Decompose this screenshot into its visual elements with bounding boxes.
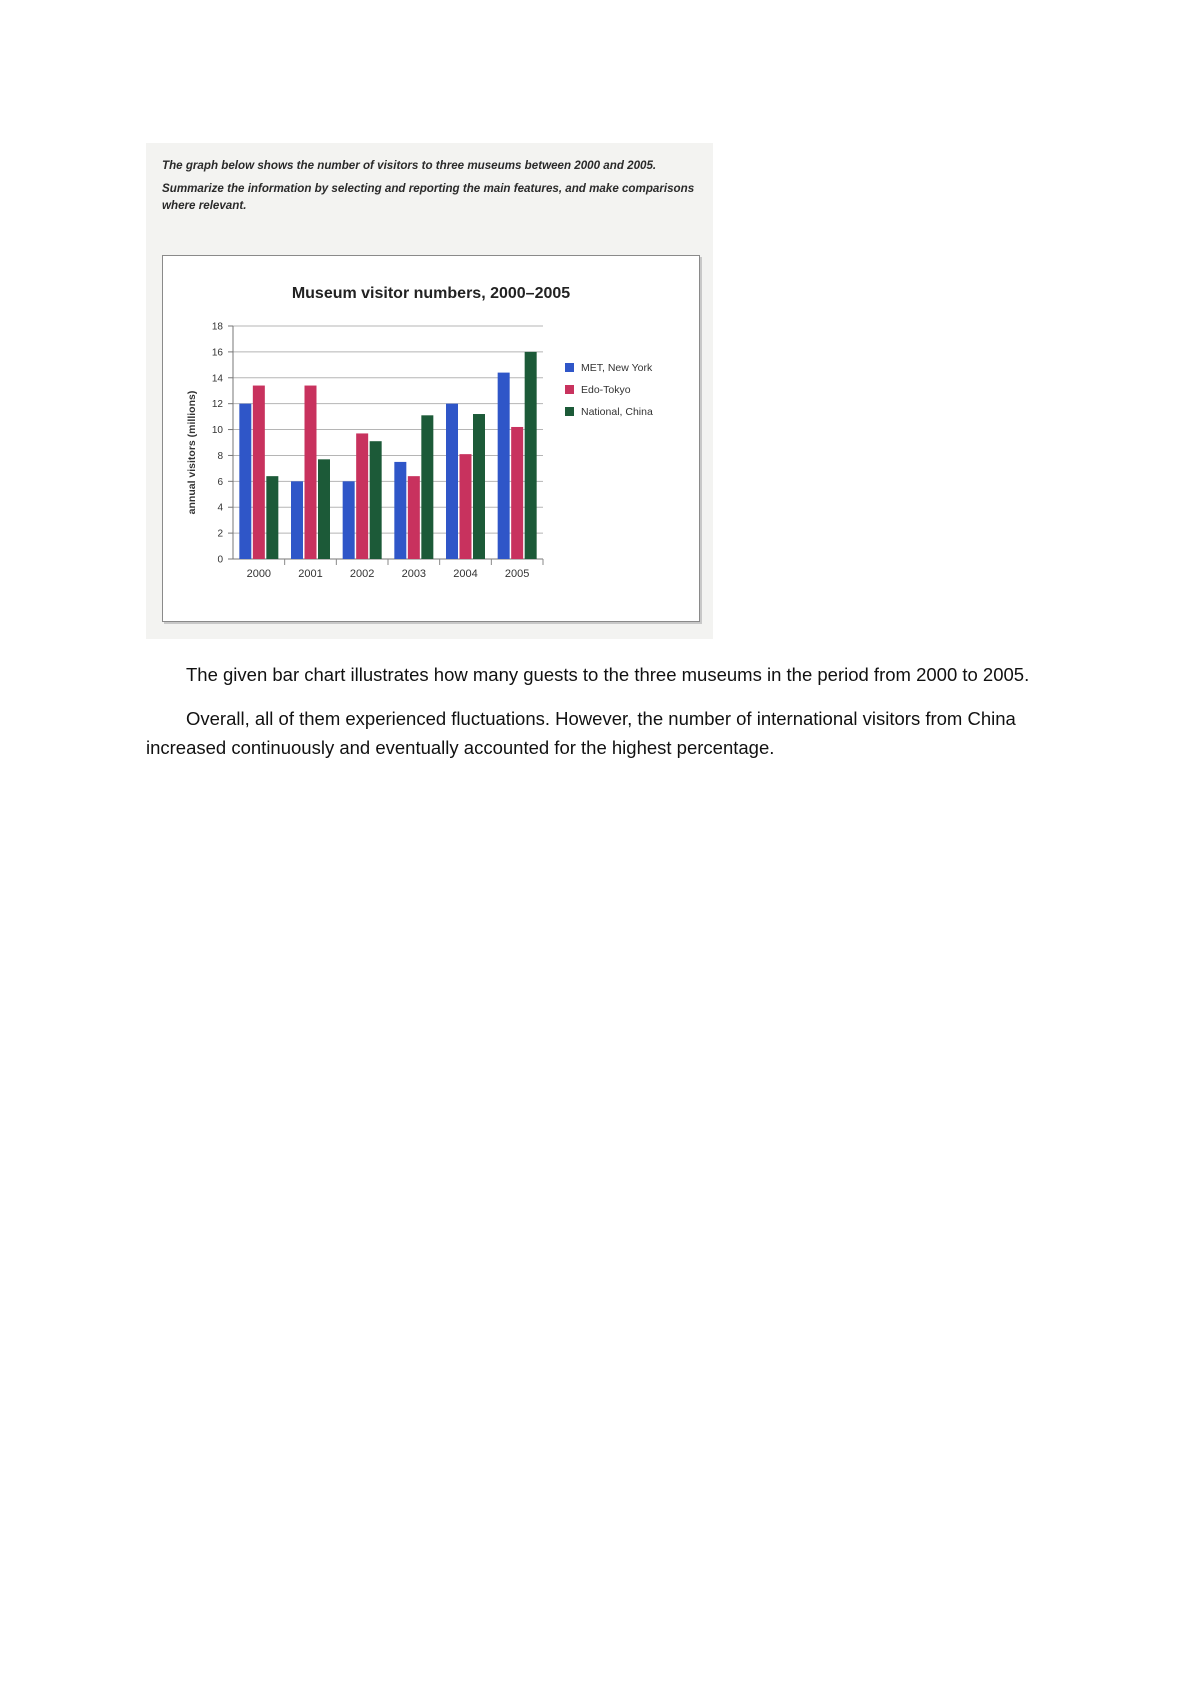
- bar-edo-tokyo-2005: [511, 427, 523, 559]
- bar-met-new-york-2005: [498, 373, 510, 559]
- y-tick-label: 2: [217, 528, 223, 540]
- chart-panel: [162, 255, 700, 622]
- task-instruction-1: The graph below shows the number of visitors to three museums between 2000 and 2005.: [162, 159, 657, 172]
- essay-paragraph-1: The given bar chart illustrates how many guests to the three museums in the period from 2000 to 2005.: [186, 664, 1030, 685]
- bar-national-china-2004: [473, 414, 485, 559]
- bar-national-china-2003: [421, 415, 433, 559]
- y-tick-label: 14: [211, 373, 223, 385]
- y-tick-label: 12: [211, 399, 223, 411]
- x-tick-label: 2005: [504, 568, 530, 580]
- bar-national-china-2005: [525, 352, 537, 559]
- y-tick-label: 0: [217, 554, 223, 566]
- legend-swatch: [565, 363, 574, 372]
- bar-national-china-2000: [266, 476, 278, 559]
- legend-label: MET, New York: [581, 362, 653, 374]
- x-tick-label: 2004: [453, 568, 478, 580]
- y-tick-label: 16: [211, 347, 223, 359]
- bar-edo-tokyo-2002: [356, 433, 368, 559]
- chart-title: Museum visitor numbers, 2000–2005: [291, 285, 571, 302]
- y-tick-label: 18: [211, 321, 223, 333]
- task-instruction-2: Summarize the information by selecting and reporting the main features, and make comparisons where relevant.: [162, 182, 695, 212]
- essay: [146, 660, 1046, 777]
- legend-label: National, China: [581, 406, 653, 418]
- bar-edo-tokyo-2003: [408, 476, 420, 559]
- bar-edo-tokyo-2001: [305, 386, 317, 559]
- essay-paragraph-2: Overall, all of them experienced fluctuations. However, the number of international visitors from China increased continuously and eventually accounted for the highest percentage.: [146, 708, 1016, 758]
- y-tick-label: 8: [217, 450, 223, 462]
- legend-label: Edo-Tokyo: [581, 384, 631, 396]
- y-axis-label: annual visitors (millions): [186, 390, 198, 515]
- bar-met-new-york-2001: [291, 481, 303, 559]
- bar-met-new-york-2000: [239, 404, 251, 559]
- y-tick-label: 6: [217, 476, 223, 488]
- bar-edo-tokyo-2004: [460, 454, 472, 559]
- x-tick-label: 2003: [401, 568, 427, 580]
- x-tick-label: 2001: [298, 568, 323, 580]
- legend-swatch: [565, 407, 574, 416]
- bar-chart: [163, 256, 699, 621]
- task-prompt: [162, 157, 702, 220]
- bar-met-new-york-2004: [446, 404, 458, 559]
- bar-met-new-york-2002: [343, 481, 355, 559]
- bar-edo-tokyo-2000: [253, 386, 265, 559]
- bar-met-new-york-2003: [394, 462, 406, 559]
- x-tick-label: 2000: [246, 568, 272, 580]
- y-tick-label: 4: [217, 502, 223, 514]
- bar-national-china-2001: [318, 459, 330, 559]
- x-tick-label: 2002: [349, 568, 375, 580]
- bar-national-china-2002: [370, 441, 382, 559]
- task-image: [146, 143, 713, 639]
- legend-swatch: [565, 385, 574, 394]
- y-tick-label: 10: [211, 425, 223, 437]
